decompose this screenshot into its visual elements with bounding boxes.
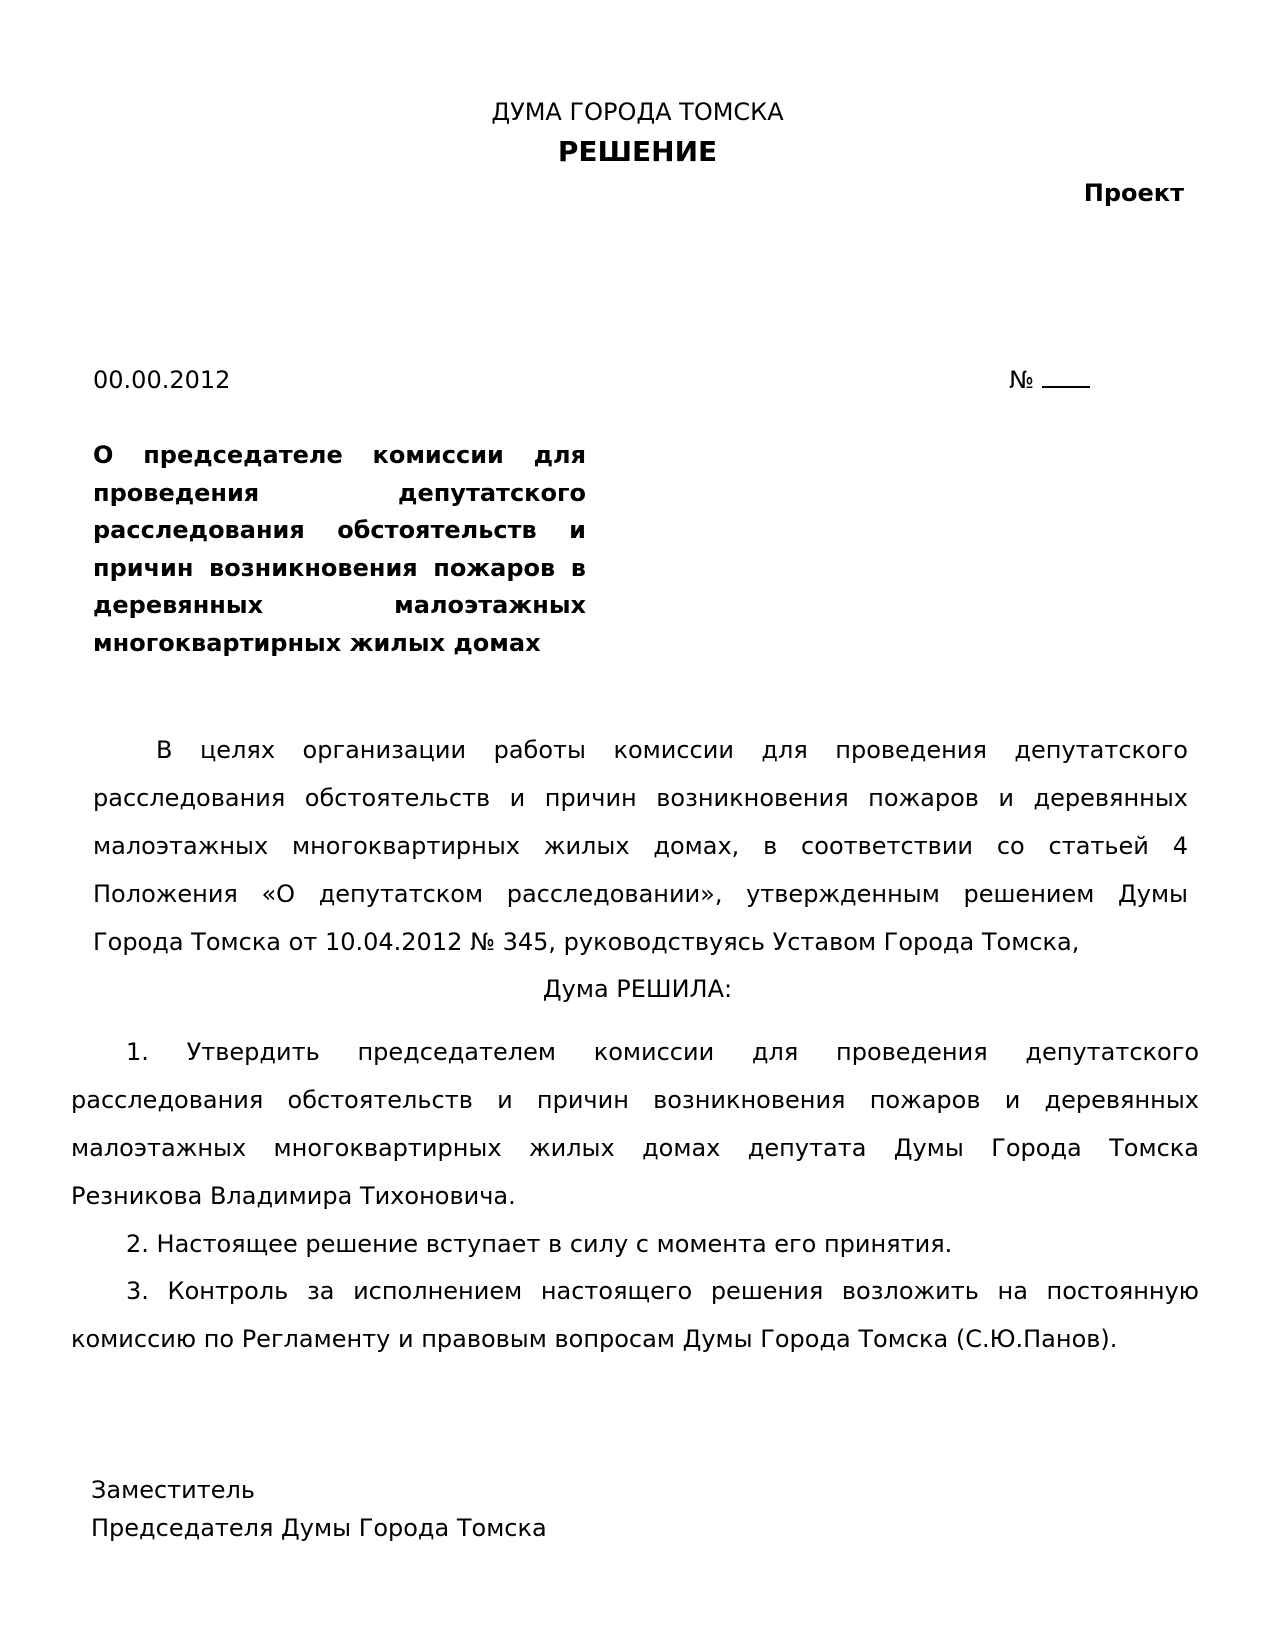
document-number (1009, 364, 1090, 396)
document-type-title: РЕШЕНИЕ (557, 135, 718, 168)
number-label: № (1009, 366, 1034, 394)
preamble-paragraph: В целях организации работы комиссии для проведения депутатского расследования обстоятельств и причин возникновения пожаров и деревянных малоэтажных многоквартирных жилых домах, в соответствии со статьей 4 Положения «О депутатском расследовании», утвержденным решением Думы Города Томска от 10.04.2012 № 345, руководствуясь Уставом Города Томска, (93, 736, 1188, 956)
decision-item-1: 1. Утвердить председателем комиссии для проведения депутатского расследования обстоятельств и причин возникновения пожаров и деревянных малоэтажных многоквартирных жилых домах депутата Думы Города Томска Резникова Владимира Тихоновича. (71, 1038, 1199, 1210)
decision-item-2: 2. Настоящее решение вступает в силу с момента его принятия. (126, 1230, 953, 1258)
document-date: 00.00.2012 (93, 366, 231, 394)
draft-mark: Проект (1083, 179, 1184, 207)
signature-title-line-1: Заместитель (91, 1476, 255, 1504)
decision-heading: Дума РЕШИЛА: (542, 975, 733, 1003)
number-blank-line (1042, 364, 1090, 388)
decision-item-3: 3. Контроль за исполнением настоящего решения возложить на постоянную комиссию по Регламенту и правовым вопросам Думы Города Томска (С.Ю.Панов). (71, 1277, 1199, 1353)
organization-name: ДУМА ГОРОДА ТОМСКА (491, 98, 784, 126)
signature-block (91, 1471, 547, 1547)
signature-title-line-2: Председателя Думы Города Томска (91, 1514, 547, 1542)
document-subject: О председателе комиссии для проведения депутатского расследования обстоятельств и причин возникновения пожаров в деревянных малоэтажных многоквартирных жилых домах (93, 441, 586, 657)
